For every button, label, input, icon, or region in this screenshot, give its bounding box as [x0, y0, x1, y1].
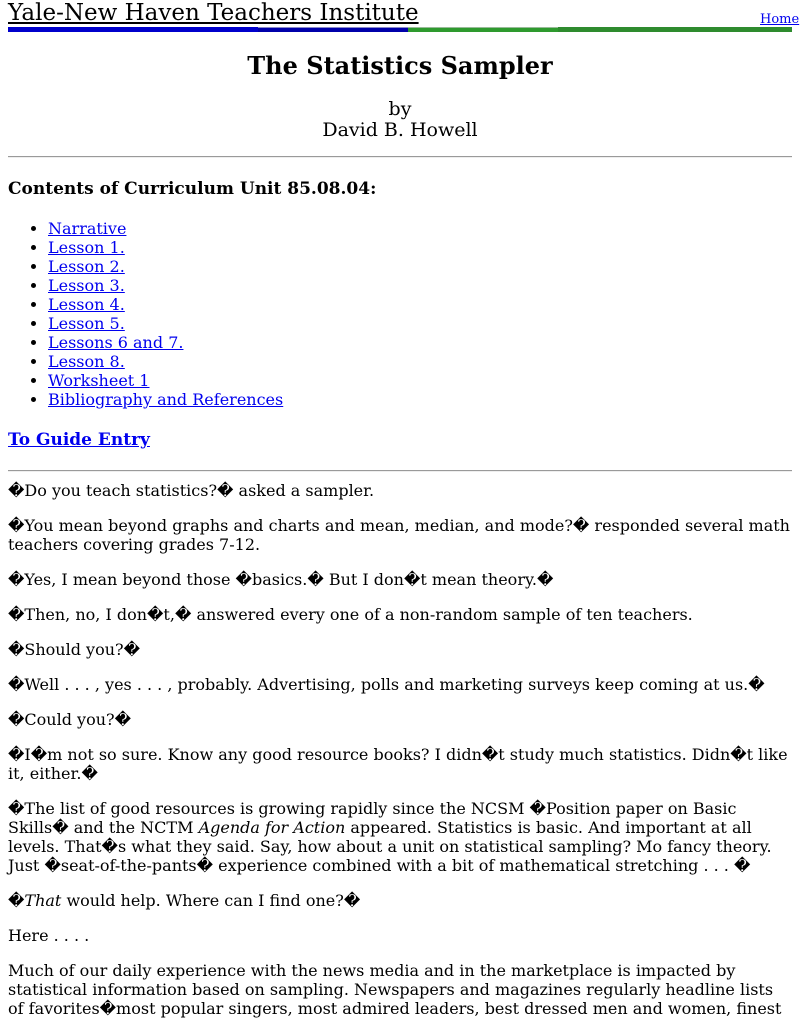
toc-link-lesson-2[interactable]: Lesson 2.: [48, 257, 125, 276]
toc-link-lesson-8[interactable]: Lesson 8.: [48, 352, 125, 371]
narrative-paragraph: �You mean beyond graphs and charts and mean, median, and mode?� responded several math teachers covering grades 7-12.: [8, 516, 790, 554]
narrative-body: [8, 481, 792, 1018]
toc-item: [48, 352, 792, 371]
toc-item: [48, 314, 792, 333]
author-name: David B. Howell: [322, 119, 478, 141]
narrative-paragraph: �Should you?�: [8, 640, 141, 659]
color-bar-segment: [558, 27, 792, 32]
narrative-paragraph: �Well . . . , yes . . . , probably. Advertising, polls and marketing surveys keep coming at us.�: [8, 675, 765, 694]
toc-item: [48, 219, 792, 238]
guide-entry: [8, 430, 792, 450]
toc-item: [48, 371, 792, 390]
toc-link-worksheet-1[interactable]: Worksheet 1: [48, 371, 150, 390]
byline: [8, 99, 792, 141]
text-span: would help. Where can I find one?�: [61, 891, 361, 910]
narrative-paragraph: Much of our daily experience with the news media and in the marketplace is impacted by statistical information based on sampling. Newspapers and magazines regularly headline lists of favorites�most popular singers, most admired leaders, best dressed men and women, finest: [8, 961, 782, 1018]
color-bar-segment: [8, 27, 258, 32]
site-title-link[interactable]: Yale-New Haven Teachers Institute: [8, 0, 419, 26]
home-link[interactable]: Home: [760, 12, 800, 27]
text-span: appeared. Statistics is basic. And important at all levels. That�s what they said. Say, how about a unit on statistical sampling? Mo fancy theory. Just �seat-of-the-pants� experience combined with a bit of mathematical stretching . . . �: [8, 818, 772, 875]
toc-link-lesson-5[interactable]: Lesson 5.: [48, 314, 125, 333]
toc-item: [48, 257, 792, 276]
narrative-paragraph: [8, 891, 792, 910]
color-bar-segment: [258, 27, 408, 32]
toc-link-lessons-6-7[interactable]: Lessons 6 and 7.: [48, 333, 184, 352]
byline-by: by: [388, 98, 412, 120]
divider: [8, 156, 792, 158]
color-bar-segment: [408, 27, 558, 32]
toc-item: [48, 295, 792, 314]
narrative-paragraph: �Could you?�: [8, 710, 131, 729]
toc-item: [48, 276, 792, 295]
emphasis-text: Agenda for Action: [198, 818, 346, 837]
toc-link-lesson-1[interactable]: Lesson 1.: [48, 238, 125, 257]
site-header: [8, 0, 800, 27]
narrative-paragraph: �Do you teach statistics?� asked a sampler.: [8, 481, 375, 500]
toc-item: [48, 238, 792, 257]
contents-heading: Contents of Curriculum Unit 85.08.04:: [8, 179, 377, 199]
toc-link-bibliography[interactable]: Bibliography and References: [48, 390, 284, 409]
page-title: The Statistics Sampler: [247, 51, 553, 80]
toc-link-narrative[interactable]: Narrative: [48, 219, 127, 238]
toc-item: [48, 390, 792, 409]
divider: [8, 470, 792, 472]
table-of-contents: [8, 219, 792, 409]
narrative-paragraph: �I�m not so sure. Know any good resource books? I didn�t study much statistics. Didn�t like it, either.�: [8, 745, 788, 783]
toc-item: [48, 333, 792, 352]
text-span: �: [8, 891, 25, 910]
guide-entry-link[interactable]: To Guide Entry: [8, 430, 150, 450]
narrative-paragraph: [8, 799, 792, 875]
emphasis-text: That: [24, 891, 62, 910]
narrative-paragraph: �Then, no, I don�t,� answered every one of a non-random sample of ten teachers.: [8, 605, 693, 624]
narrative-paragraph: �Yes, I mean beyond those �basics.� But I don�t mean theory.�: [8, 570, 554, 589]
toc-link-lesson-4[interactable]: Lesson 4.: [48, 295, 125, 314]
narrative-paragraph: Here . . . .: [8, 926, 90, 945]
toc-link-lesson-3[interactable]: Lesson 3.: [48, 276, 125, 295]
text-span: �The list of good resources is growing rapidly since the NCSM �Position paper on Basic Skills� and the NCTM: [8, 799, 737, 837]
header-color-bar: [8, 27, 792, 32]
